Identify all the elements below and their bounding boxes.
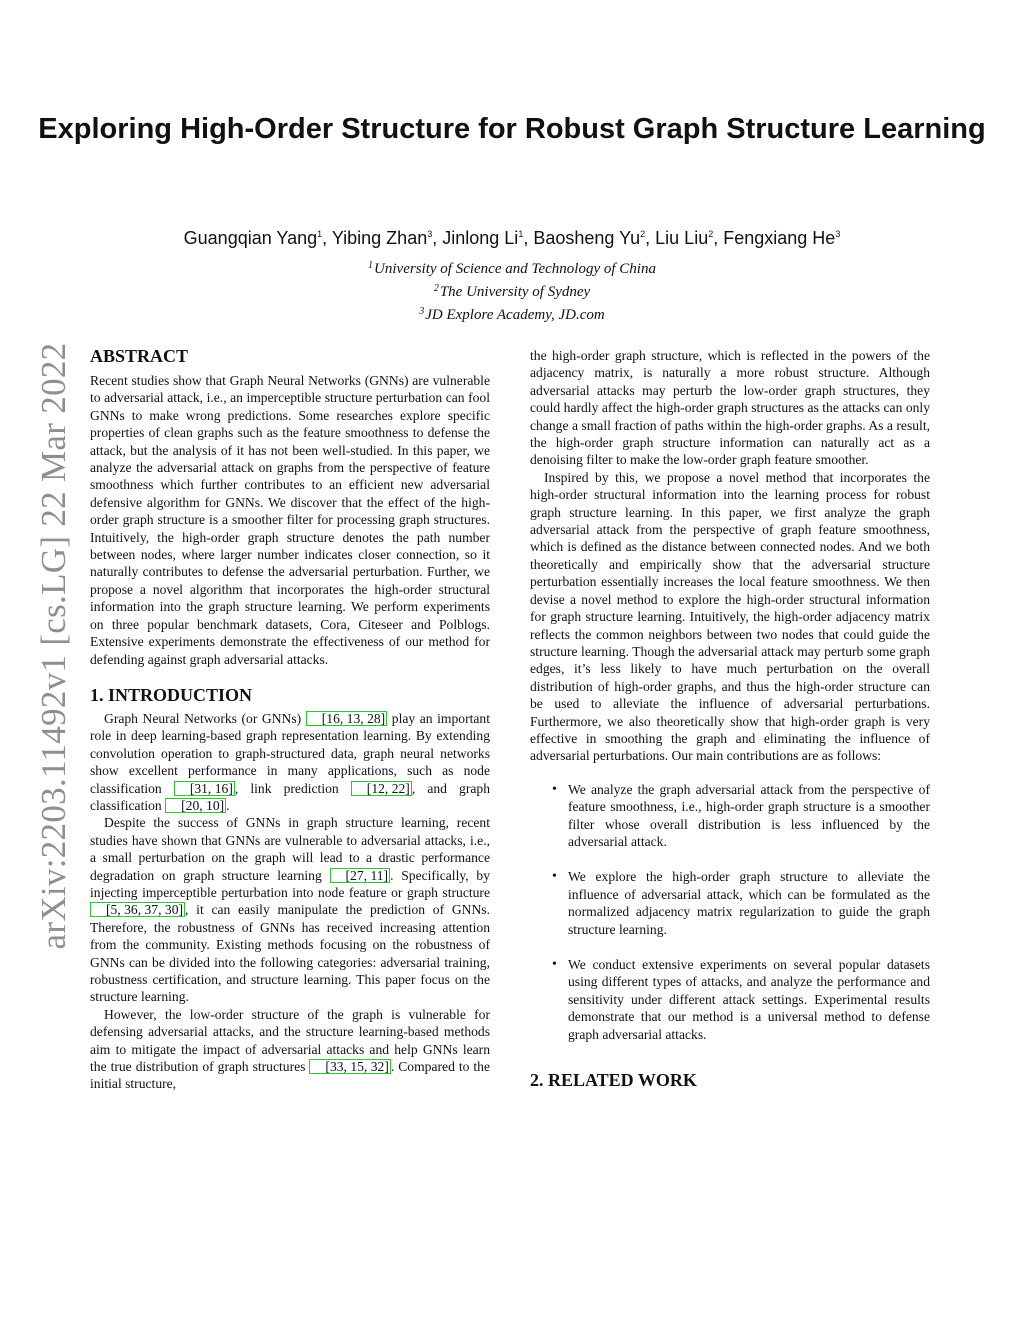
abstract-text: Recent studies show that Graph Neural Networks (GNNs) are vulnerable to adversarial attack, i.e., an imperceptible structure perturbation can fool GNNs to make wrong predictions. Some researches explore specific properties of clean graphs such as the feature smoothness to defense the attack, but the analysis of it has not been well-studied. In this paper, we analyze the adversarial attack on graphs from the perspective of feature smoothness which further contributes to an efficient new adversarial defensive algorithm for GNNs. We discover that the effect of the high-order graph structure is a smoother filter for processing graph structures. Intuitively, the high-order graph structure denotes the path number between nodes, where larger number indicates closer connection, so it naturally contributes to defense the adversarial perturbation. Further, we propose a novel algorithm that incorporates the high-order structural information into the graph structure learning. We perform experiments on three popular benchmark datasets, Cora, Citeseer and Polblogs. Extensive experiments demonstrate the effectiveness of our method for defending against graph adversarial attacks. (90, 373, 490, 667)
abstract-heading: ABSTRACT (90, 346, 189, 366)
author-name: Baosheng Yu (533, 228, 641, 248)
affiliation-line (0, 302, 1024, 325)
arxiv-identifier: arXiv:2203.11492v1 [cs.LG] 22 Mar 2022 (34, 342, 73, 950)
author-list: Guangqian Yang$^1$, Yibing Zhan$^3$, Jinlong Li$^1$, Baosheng Yu$^2$, Liu Liu$^2$, Fengxiang He$^3$ (183, 228, 841, 248)
citation-link[interactable]: [27, 11] (330, 868, 391, 883)
contribution-item: • We explore the high-order graph structure to alleviate the influence of adversarial attack, which can be formulated as the normalized adjacency matrix regularization to guide the graph structure learning. (552, 869, 930, 937)
introduction-heading: 1. INTRODUCTION (90, 684, 253, 705)
affiliation-mark: 3 (419, 306, 425, 317)
author-name: Fengxiang He (723, 228, 836, 248)
citation-link[interactable]: [12, 22] (351, 781, 412, 796)
author-name: Yibing Zhan (331, 228, 428, 248)
related-work-heading: 2. RELATED WORK (530, 1070, 697, 1091)
author-name: Guangqian Yang (183, 228, 318, 248)
right-column (530, 347, 930, 1091)
contribution-item: • We analyze the graph adversarial attack from the perspective of feature smoothness, i.e., high-order graph structure is a smoother filter whose overall distribution is less influenced by the adversarial attack. (552, 781, 930, 849)
intro-paragraph-1: Graph Neural Networks (or GNNs) [16, 13, 28] play an important role in deep learning-based graph representation learning. By extending convolution operation to graph-structured data, graph neural networks show excellent performance in many applications, such as node classification [31, 16] , link prediction [12, 22] , and graph classification [20, 10] . (90, 710, 490, 813)
author-affiliation-mark: 1 (518, 229, 524, 239)
citation-link[interactable]: [33, 15, 32] (309, 1059, 390, 1074)
author-affiliation-mark: 2 (640, 229, 646, 239)
bullet-icon: • (552, 781, 557, 797)
intro-paragraph-3: However, the low-order structure of the graph is vulnerable for defensing adversarial attacks, and the structure learning-based methods aim to mitigate the impact of adversarial attacks and help GNNs learn the true distribution of graph structures [33, 15, 32] . Compared to the initial structure, (90, 1006, 490, 1092)
author-affiliation-mark: 2 (708, 229, 714, 239)
affiliation-name: JD Explore Academy, JD.com (425, 307, 605, 323)
affiliation-mark: 1 (368, 260, 374, 271)
affiliation-line (0, 279, 1024, 302)
affiliation-line (0, 256, 1024, 279)
left-column (90, 345, 490, 1093)
intro-paragraph-4: Inspired by this, we propose a novel method that incorporates the high-order structural information into the learning process for robust graph structure learning. In this paper, we first analyze the graph adversarial attack from the perspective of graph feature smoothness, which is defined as the distance between connected nodes. And we both theoretically and empirically show that the adversarial structure perturbation essentially increases the local feature smoothness. We then devise a novel method to explore the high-order structural information for graph structure learning. Intuitively, the high-order adjacency matrix reflects the common neighbors between two nodes that could guide the structure learning. Though the adversarial attack may perturb some graph edges, it’s less likely to have much perturbation on the overall distribution of high-order graphs, and thus the high-order structure can be used to alleviate the influence of adversarial perturbations. Furthermore, we also theoretically show that high-order graph is very effective in smoothing the graph and eliminating the influence of adversarial perturbations. Our main contributions are as follows: (530, 469, 930, 764)
author-affiliation-mark: 3 (835, 229, 841, 239)
intro-paragraph-2: Despite the success of GNNs in graph structure learning, recent studies have shown that GNNs are vulnerable to adversarial attacks, i.e., a small perturbation on the graph will lead to a drastic performance degradation on graph structure learning [27, 11] . Specifically, by injecting imperceptible perturbation into node feature or graph structure [5, 36, 37, 30] , it can easily manipulate the prediction of GNNs. Therefore, the robustness of GNNs has received increasing attention from the community. Existing methods focusing on the robustness of GNNs can be divided into the following categories: adversarial training, robustness certification, and structure learning. This paper focus on the structure learning. (90, 815, 490, 1005)
affiliation-name: University of Science and Technology of China (374, 261, 656, 277)
affiliation-mark: 2 (433, 283, 439, 294)
author-affiliation-mark: 1 (317, 229, 323, 239)
citation-link[interactable]: [16, 13, 28] (306, 711, 387, 726)
author-affiliation-mark: 3 (427, 229, 433, 239)
bullet-icon: • (552, 869, 557, 885)
citation-link[interactable]: [5, 36, 37, 30] (90, 902, 185, 917)
contribution-item: • We conduct extensive experiments on several popular datasets using different types of attacks, and analyze the performance and sensitivity under different attack settings. Experimental results demonstrate that our method is a universal method to defense graph adversarial attacks. (552, 957, 930, 1042)
paper-title: Exploring High-Order Structure for Robust Graph Structure Learning (38, 113, 986, 145)
author-name: Jinlong Li (442, 228, 519, 248)
citation-link[interactable]: [31, 16] (174, 781, 235, 796)
author-name: Liu Liu (655, 228, 709, 248)
affiliation-list (0, 256, 1024, 325)
affiliation-name: The University of Sydney (439, 284, 591, 300)
citation-link[interactable]: [20, 10] (165, 798, 226, 813)
bullet-icon: • (552, 957, 557, 972)
intro-paragraph-continued: the high-order graph structure, which is reflected in the powers of the adjacency matrix, is naturally a more robust structure. Although adversarial attacks may perturb the low-order graph structures, they could hardly affect the high-order graph structures as the attacks can only change a small fraction of paths within the high-order graphs. As a result, the high-order graph structure information can naturally act as a denoising filter to make the low-order graph feature smoother. (530, 348, 930, 468)
contribution-list (530, 781, 930, 1043)
